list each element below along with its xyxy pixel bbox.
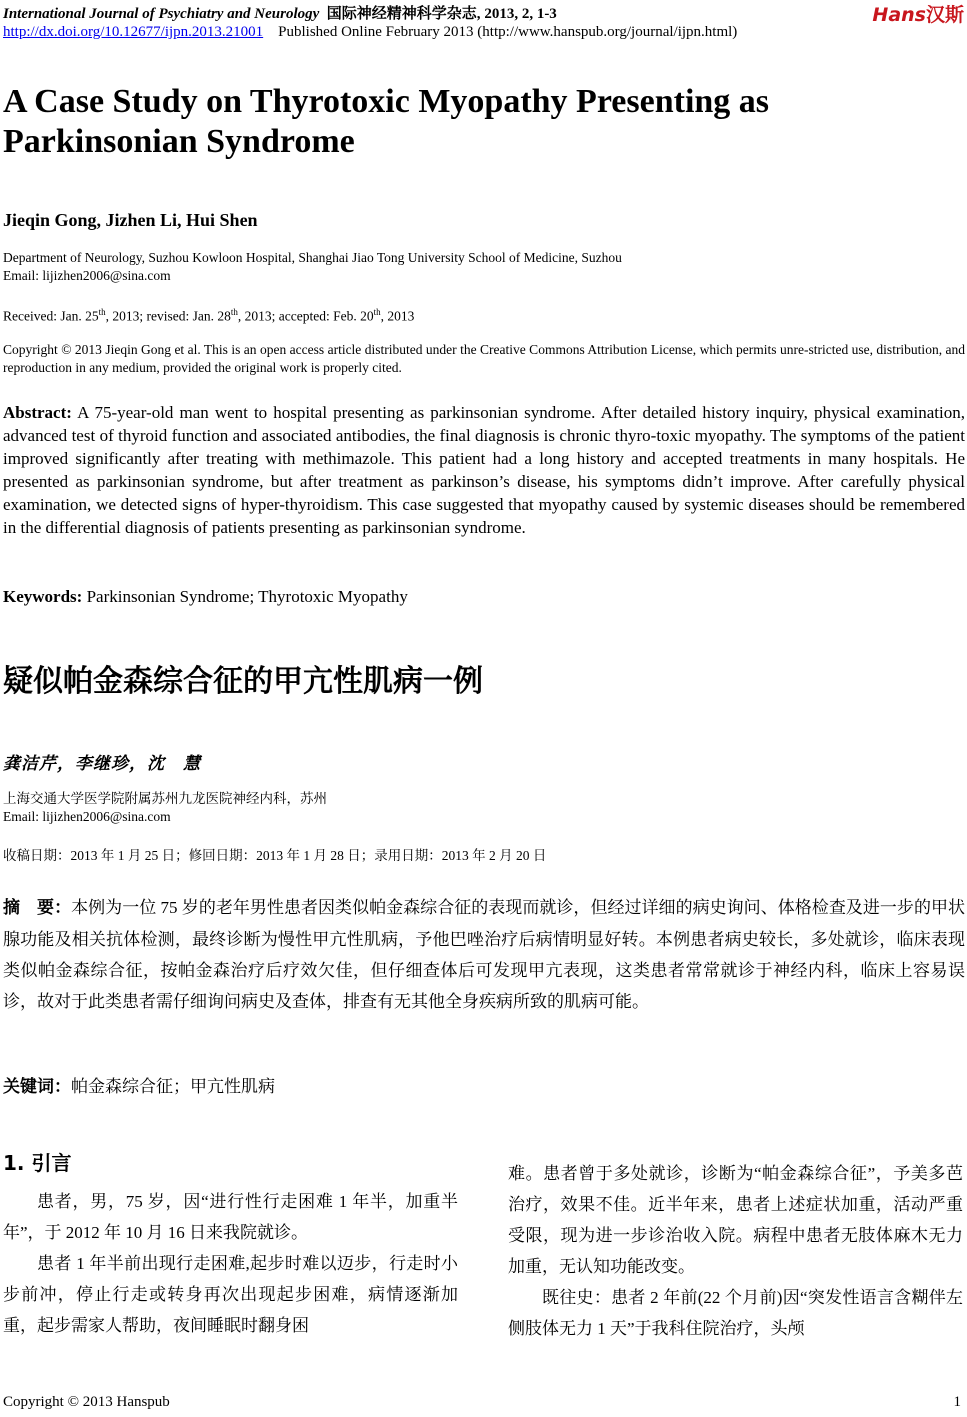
hanspub-logo (872, 0, 964, 27)
abstract-text-en: A 75-year-old man went to hospital presenting as parkinsonian syndrome. After detailed history inquiry, physical examination, advanced test of thyroid function and associated antibodies, the final diagnosis is chronic thyro-toxic myopathy. The symptoms of the patient improved significantly after treating with methimazole. This patient had a long history and accepted treatments in many hospitals. He presented as parkinsonian syndrome, but after treatment as parkinson’s disease, his symptoms didn’t improve. After carefully physical examination, we detected signs of hyper-thyroidism. This case suggested that myopathy caused by systemic diseases should be remembered in the differential diagnosis of patients presenting as parkinsonian syndrome. (3, 403, 965, 537)
body-paragraph: 患者，男，75 岁，因“进行性行走困难 1 年半，加重半年”，于 2012 年 10 月 16 日来我院就诊。 (3, 1192, 458, 1242)
authors-cn: 龚洁芹，李继珍，沈 慧 (3, 754, 201, 773)
doi-link[interactable]: http://dx.doi.org/10.12677/ijpn.2013.21001 (3, 24, 264, 40)
article-title-en (3, 82, 943, 162)
abstract-en (3, 401, 965, 539)
copyright-notice: Copyright © 2013 Jieqin Gong et al. This is an open access article distributed under the Creative Commons Attribution License, which permits unre-stricted use, distribution, and reproduction in any medium, provided the original work is properly cited. (3, 342, 965, 375)
email-cn: Email: lijizhen2006@sina.com (3, 809, 171, 824)
affiliation-block-cn (3, 790, 327, 826)
abstract-text-cn: 本例为一位 75 岁的老年男性患者因类似帕金森综合征的表现而就诊，但经过详细的病史询问、体格检查及进一步的甲状腺功能及相关抗体检测，最终诊断为慢性甲亢性肌病，予他巴唑治疗后病情明显好转。本例患者病史较长，多处就诊，临床表现类似帕金森综合征，按帕金森治疗后疗效欠佳，但仔细查体后可发现甲亢表现，这类患者常常就诊于神经内科，临床上容易误诊，故对于此类患者需仔细询问病史及查体，排查有无其他全身疾病所致的肌病可能。 (3, 898, 965, 1011)
journal-name-cn: 国际神经精神科学杂志, (326, 6, 481, 22)
affiliation-block-en (3, 249, 953, 285)
page-number: 1 (953, 1394, 961, 1410)
ordinal-suffix: th (373, 307, 381, 317)
abstract-label-en: Abstract: (3, 403, 72, 422)
keywords-text-cn: 帕金森综合征；甲亢性肌病 (71, 1077, 275, 1096)
ordinal-suffix: th (98, 307, 106, 317)
email-en: Email: lijizhen2006@sina.com (3, 268, 171, 283)
doi-line (3, 24, 737, 41)
keywords-en (3, 587, 408, 607)
section-heading: 1. 引言 (3, 1151, 72, 1175)
body-paragraph: 患者 1 年半前出现行走困难,起步时难以迈步，行走时小步前冲，停止行走或转身再次出现起步困难，病情逐渐加重，起步需家人帮助，夜间睡眠时翻身困 (3, 1254, 458, 1335)
volume-info: 2013, 2, 1-3 (484, 6, 557, 22)
body-column-left (3, 1148, 458, 1341)
ordinal-suffix: th (230, 307, 238, 317)
abstract-cn (3, 892, 965, 1017)
title-line-2: Parkinsonian Syndrome (3, 123, 355, 160)
published-online: Published Online February 2013 (http://www.hanspub.org/journal/ijpn.html) (278, 24, 738, 40)
abstract-label-cn: 摘 要： (3, 898, 72, 918)
revised-date: , 2013; revised: Jan. 28 (105, 308, 231, 324)
journal-name-en: International Journal of Psychiatry and Neurology (3, 6, 320, 22)
keywords-text-en: Parkinsonian Syndrome; Thyrotoxic Myopathy (86, 587, 408, 606)
affiliation-cn: 上海交通大学医学院附属苏州九龙医院神经内科，苏州 (3, 791, 327, 806)
keywords-label-cn: 关键词： (3, 1077, 71, 1097)
journal-header (3, 2, 557, 23)
article-title-cn: 疑似帕金森综合征的甲亢性肌病一例 (3, 664, 483, 699)
received-date: Received: Jan. 25 (3, 308, 99, 324)
accepted-date: , 2013; accepted: Feb. 20 (237, 308, 374, 324)
logo-latin: Hans (872, 4, 926, 26)
affiliation-en: Department of Neurology, Suzhou Kowloon Hospital, Shanghai Jiao Tong University School of Medicine, Suzhou (3, 250, 622, 265)
body-paragraph: 难。患者曾于多处就诊，诊断为“帕金森综合征”，予美多芭治疗，效果不佳。近半年来，患者上述症状加重，活动严重受限，现为进一步诊治收入院。病程中患者无肢体麻木无力加重，无认知功能改变。 (508, 1164, 963, 1276)
keywords-cn (3, 1072, 275, 1097)
authors-en: Jieqin Gong, Jizhen Li, Hui Shen (3, 210, 258, 230)
received-dates-en (3, 303, 414, 326)
logo-cn: 汉斯 (925, 4, 964, 26)
keywords-label-en: Keywords: (3, 587, 83, 606)
year-suffix: , 2013 (380, 308, 415, 324)
footer-copyright: Copyright © 2013 Hanspub (3, 1394, 170, 1410)
dates-cn: 收稿日期：2013 年 1 月 25 日；修回日期：2013 年 1 月 28 日；录用日期：2013 年 2 月 20 日 (3, 848, 547, 863)
body-column-right (508, 1158, 963, 1344)
body-paragraph: 既往史：患者 2 年前(22 个月前)因“突发性语言含糊伴左侧肢体无力 1 天”于我科住院治疗，头颅 (508, 1288, 963, 1338)
title-line-1: A Case Study on Thyrotoxic Myopathy Presenting as (3, 83, 770, 120)
